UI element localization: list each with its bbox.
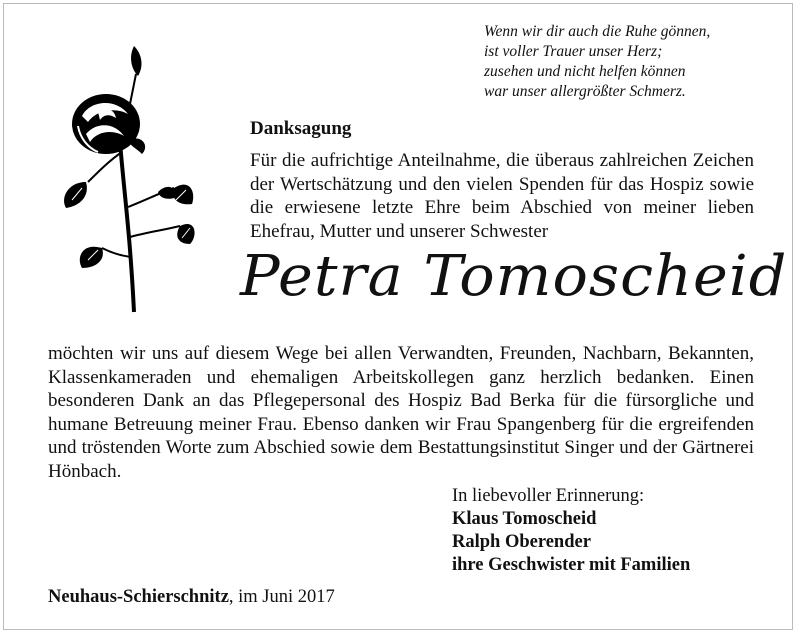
poem-line: war unser allergrößter Schmerz. — [484, 83, 686, 100]
signatory-name: Ralph Oberender — [452, 532, 591, 552]
signature-block — [452, 485, 690, 577]
signatory-name: ihre Geschwister mit Familien — [452, 555, 691, 575]
rose-illustration-icon — [58, 42, 198, 322]
place-name: Neuhaus-Schierschnitz — [48, 587, 229, 607]
date-text: , im Juni 2017 — [228, 587, 335, 607]
poem-line: Wenn wir dir auch die Ruhe gönnen, — [484, 23, 711, 40]
poem-line: zusehen und nicht helfen können — [484, 63, 686, 80]
deceased-name: Petra Tomoscheid — [240, 244, 788, 309]
signatory-name: Klaus Tomoscheid — [452, 509, 597, 529]
intro-paragraph: Für die aufrichtige Anteilnahme, die überaus zahlreichen Zeichen der Wertschätzung und den vielen Spenden für das Hospiz sowie die erwiesene letzte Ehre beim Abschied von meiner lieben Ehefrau, Mutter und unserer Schwester — [250, 150, 754, 242]
poem — [484, 22, 754, 102]
poem-line: ist voller Trauer unser Herz; — [484, 43, 663, 60]
body-paragraph: möchten wir uns auf diesem Wege bei allen Verwandten, Freunden, Nachbarn, Bekannten, Klassenkameraden und ehemaligen Arbeitskollegen ganz herzlich bedanken. Einen besonderen Dank an das Pflegepersonal des Hospiz Bad Berka für die fürsorgliche und humane Betreuung meiner Frau. Ebenso danken wir Frau Spangenberg für die ergreifenden und tröstenden Worte zum Abschied sowie dem Bestattungsinstitut Singer und der Gärtnerei Hönbach. — [48, 343, 754, 482]
signature-intro: In liebevoller Erinnerung: — [452, 486, 645, 506]
place-date-line — [48, 587, 335, 608]
notice-title: Danksagung — [250, 118, 352, 139]
